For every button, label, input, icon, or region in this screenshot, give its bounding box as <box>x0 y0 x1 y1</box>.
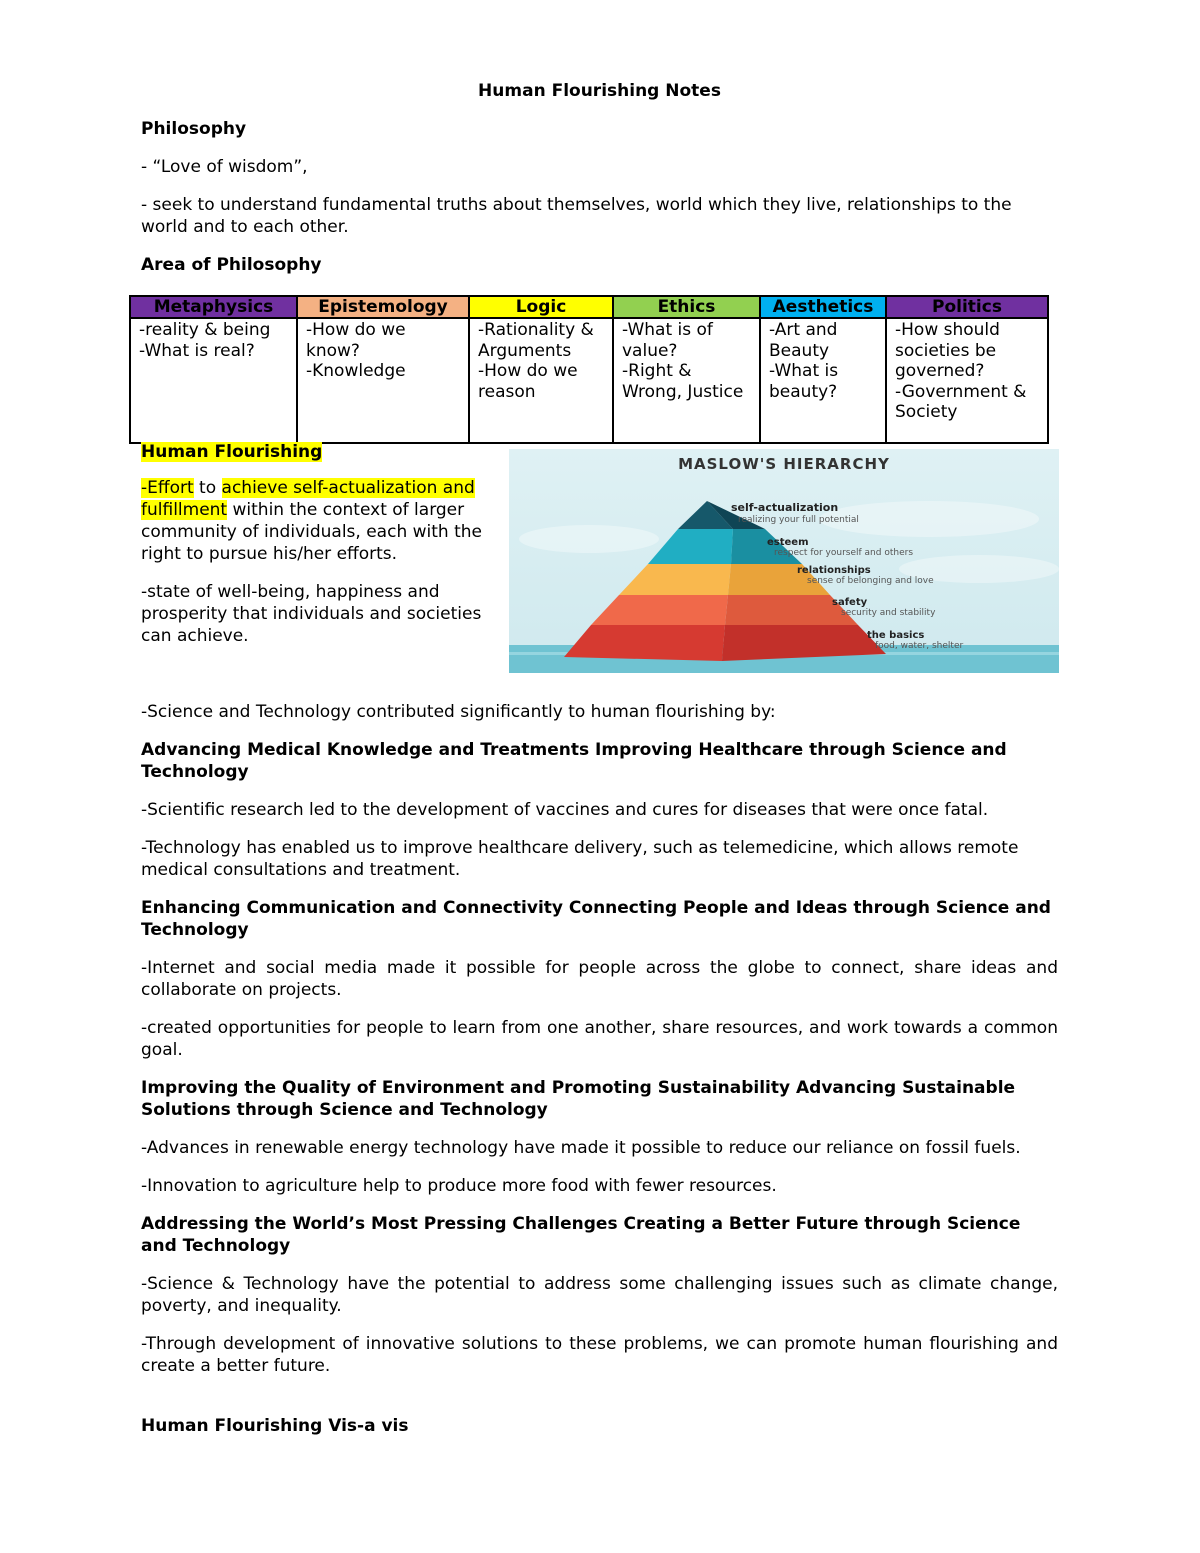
science-intro: -Science and Technology contributed significantly to human flourishing by: <box>141 702 776 722</box>
section-heading: Addressing the World’s Most Pressing Challenges Creating a Better Future through Science and Technology <box>141 1214 1021 1256</box>
level-desc: security and stability <box>841 608 936 618</box>
areas-table <box>129 295 1049 444</box>
definition-text: within the context of larger community of individuals, each with the right to pursue his/her efforts. <box>141 500 482 564</box>
level-name: relationships <box>797 565 871 576</box>
areas-body-row <box>130 318 1048 443</box>
pyramid-level-basics <box>564 625 725 661</box>
area-cell-ethics <box>613 318 760 443</box>
level-desc: food, water, shelter <box>875 641 964 651</box>
areas-header-row <box>130 296 1048 318</box>
area-header-metaphysics: Metaphysics <box>130 296 297 318</box>
section-point: -Technology has enabled us to improve healthcare delivery, such as telemedicine, which allows remote medical consultations and treatment. <box>141 838 1019 880</box>
human-flourishing-definition <box>141 477 496 565</box>
area-header-ethics: Ethics <box>613 296 760 318</box>
maslow-title: MASLOW'S HIERARCHY <box>678 455 890 473</box>
level-name: the basics <box>867 630 925 641</box>
area-header-logic: Logic <box>469 296 613 318</box>
area-cell-epistemology <box>297 318 469 443</box>
definition-text: to <box>193 478 222 498</box>
section-point: -Internet and social media made it possible for people across the globe to connect, share ideas and collaborate on projects. <box>141 958 1058 1000</box>
philosophy-point: - “Love of wisdom”, <box>141 157 308 177</box>
human-flourishing-state: -state of well-being, happiness and prosperity that individuals and societies can achieve. <box>141 582 482 646</box>
section-heading: Advancing Medical Knowledge and Treatments Improving Healthcare through Science and Technology <box>141 740 1007 782</box>
maslow-hierarchy-image <box>509 449 1059 673</box>
areas-heading: Area of Philosophy <box>141 255 322 275</box>
human-flourishing-section <box>141 440 496 647</box>
area-line: -What is real? <box>139 340 255 361</box>
area-cell-logic <box>469 318 613 443</box>
level-name: safety <box>832 597 868 608</box>
area-header-politics: Politics <box>886 296 1048 318</box>
philosophy-point: - seek to understand fundamental truths about themselves, world which they live, relationships to the world and to each other. <box>141 195 1012 237</box>
section-heading: Improving the Quality of Environment and Promoting Sustainability Advancing Sustainable Solutions through Science and Technology <box>141 1078 1016 1120</box>
area-line: -How should societies be governed? <box>895 320 1000 381</box>
area-line: -What is beauty? <box>769 361 839 402</box>
section-point: -Innovation to agriculture help to produce more food with fewer resources. <box>141 1176 777 1196</box>
area-line: -Government & Society <box>895 381 1027 422</box>
area-header-epistemology: Epistemology <box>297 296 469 318</box>
area-cell-metaphysics <box>130 318 297 443</box>
area-header-aesthetics: Aesthetics <box>760 296 886 318</box>
area-line: -Knowledge <box>306 361 406 381</box>
highlight-self-actualization: achieve self-actualization and fulfillment <box>141 478 475 520</box>
level-desc: realizing your full potential <box>738 515 859 525</box>
area-line: -reality & being <box>139 320 271 340</box>
science-technology-section <box>141 701 1058 1437</box>
area-cell-aesthetics <box>760 318 886 443</box>
section-point: -Scientific research led to the development of vaccines and cures for diseases that were once fatal. <box>141 800 989 820</box>
philosophy-heading: Philosophy <box>141 119 247 139</box>
section-point: -Advances in renewable energy technology have made it possible to reduce our reliance on fossil fuels. <box>141 1138 1021 1158</box>
level-name: esteem <box>767 537 809 548</box>
area-line: -Rationality & Arguments <box>478 320 594 361</box>
area-line: -Right & Wrong, Justice <box>622 361 744 402</box>
vis-a-vis-heading: Human Flourishing Vis-a vis <box>141 1416 409 1436</box>
area-line: -What is of value? <box>622 320 713 361</box>
level-desc: respect for yourself and others <box>774 548 914 558</box>
section-point: -Science & Technology have the potential to address some challenging issues such as climate change, poverty, and inequality. <box>141 1274 1058 1316</box>
area-line: -How do we reason <box>478 361 578 402</box>
level-name: self-actualization <box>731 501 839 514</box>
area-cell-politics <box>886 318 1048 443</box>
area-line: -Art and Beauty <box>769 320 838 361</box>
document-body <box>141 80 1058 276</box>
section-point: -Through development of innovative solutions to these problems, we can promote human flourishing and create a better future. <box>141 1334 1058 1376</box>
area-line: -How do we know? <box>306 320 406 361</box>
level-desc: sense of belonging and love <box>807 576 934 586</box>
section-heading: Enhancing Communication and Connectivity Connecting People and Ideas through Science and Technology <box>141 898 1051 940</box>
page-title: Human Flourishing Notes <box>478 81 721 101</box>
human-flourishing-heading: Human Flourishing <box>141 442 323 462</box>
highlight-effort: -Effort <box>141 478 194 498</box>
section-point: -created opportunities for people to learn from one another, share resources, and work towards a common goal. <box>141 1018 1058 1060</box>
